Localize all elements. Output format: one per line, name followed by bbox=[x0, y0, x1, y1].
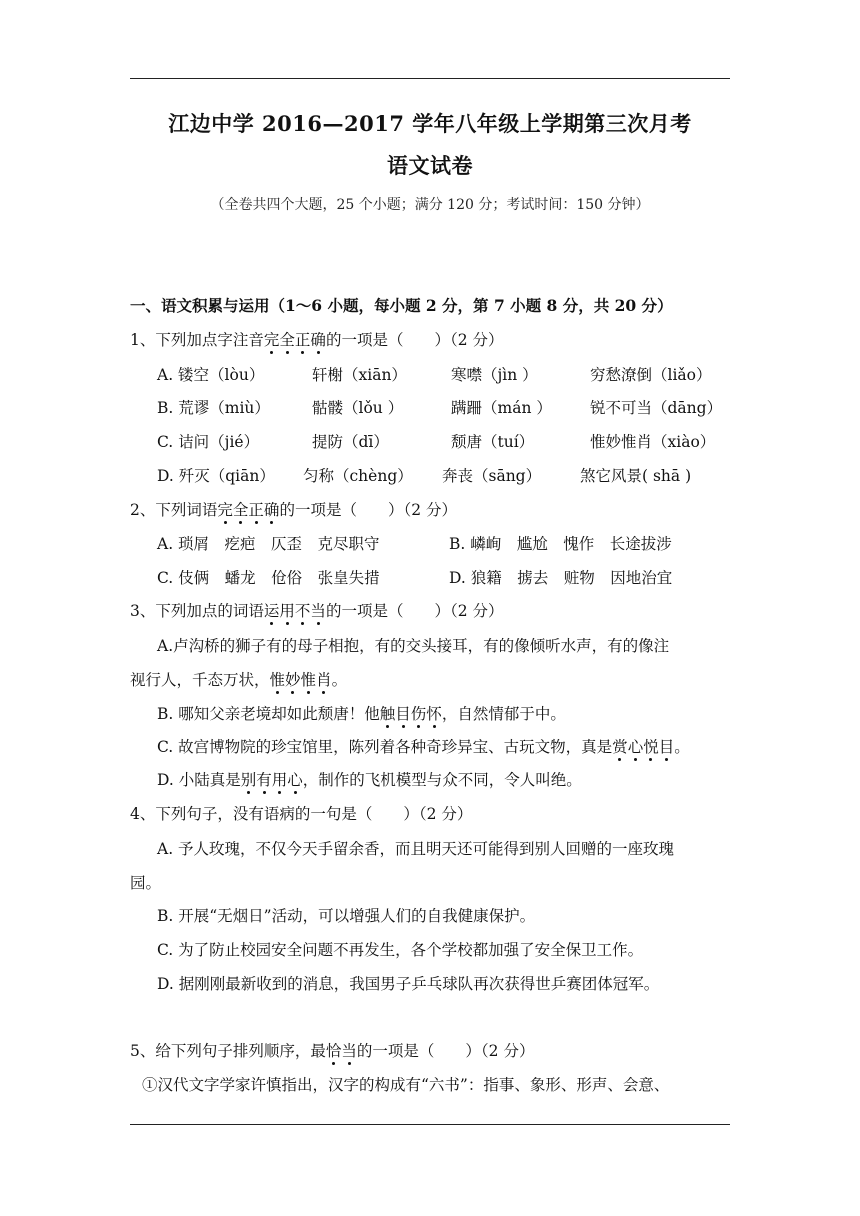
q2-stem-post: 的一项是（ ）（2 分） bbox=[279, 501, 457, 519]
q3-stem-pre: 3、下列加点的词语 bbox=[130, 602, 264, 620]
emphasis-char: 悦 bbox=[643, 738, 659, 756]
q1-d3: 奔丧（sāng） bbox=[442, 467, 542, 485]
q1-stem-post: 的一项是（ ）（2 分） bbox=[325, 331, 504, 349]
q3-d-dotted bbox=[241, 771, 303, 789]
emphasis-char: 伤 bbox=[410, 705, 427, 723]
emphasis-char: 确 bbox=[310, 331, 326, 349]
q2-stem-pre: 2、下列词语 bbox=[130, 501, 218, 519]
emphasis-char: 不 bbox=[294, 602, 311, 620]
q2-option-b: B. 嶙峋 尴尬 愧作 长途拔涉 bbox=[449, 535, 672, 553]
emphasis-char: 妙 bbox=[285, 671, 301, 689]
q3-d-post: ，制作的飞机模型与众不同，令人叫绝。 bbox=[302, 771, 582, 789]
q4-option-d: D. 据刚刚最新收到的消息，我国男子乒乓球队再次获得世乒赛团体冠军。 bbox=[157, 975, 660, 993]
exam-note: （全卷共四个大题，25 个小题；满分 120 分；考试时间：150 分钟） bbox=[210, 197, 650, 213]
q1-stem bbox=[130, 330, 503, 350]
q1-d2: 匀称（chèng） bbox=[303, 467, 413, 485]
emphasis-char: 触 bbox=[379, 705, 396, 723]
q5-stem bbox=[130, 1041, 534, 1061]
q1-c2: 提防（dī） bbox=[312, 433, 389, 451]
q4-stem: 4、下列句子，没有语病的一句是（ ）（2 分） bbox=[130, 805, 473, 823]
q1-d1: D. 歼灭（qiān） bbox=[157, 467, 275, 485]
emphasis-char: 惟 bbox=[269, 671, 286, 689]
q3-b-pre: B. 哪知父亲老境却如此颓唐！他 bbox=[157, 705, 380, 723]
q3-c-dotted bbox=[612, 738, 674, 756]
emphasis-char: 确 bbox=[263, 501, 280, 519]
q3-c-post: 。 bbox=[674, 738, 690, 756]
q5-sentence-1: ①汉代文字学家许慎指出，汉字的构成有“六书”：指事、象形、形声、会意、 bbox=[142, 1076, 670, 1094]
emphasis-char: 别 bbox=[240, 771, 257, 789]
q2-option-a: A. 琐屑 疙疤 仄歪 克尽职守 bbox=[157, 535, 380, 553]
q1-d4: 煞它风景( shā ) bbox=[580, 467, 692, 485]
emphasis-char: 赏 bbox=[612, 738, 628, 756]
emphasis-char: 正 bbox=[248, 501, 264, 519]
q3-stem-dotted bbox=[264, 602, 326, 620]
emphasis-char: 完 bbox=[217, 501, 233, 519]
q1-a3: 寒噤（jìn ） bbox=[451, 366, 538, 384]
q4-option-c: C. 为了防止校园安全问题不再发生，各个学校都加强了安全保卫工作。 bbox=[157, 941, 644, 959]
q3-option-a-line1: A.卢沟桥的狮子有的母子相抱，有的交头接耳，有的像倾听水声，有的像注 bbox=[157, 637, 670, 655]
emphasis-char: 怀 bbox=[426, 705, 442, 723]
emphasis-char: 用 bbox=[279, 602, 295, 620]
exam-subtitle: 语文试卷 bbox=[387, 153, 473, 178]
bottom-rule bbox=[130, 1124, 730, 1125]
emphasis-char: 全 bbox=[232, 501, 249, 519]
q1-a4: 穷愁潦倒（liǎo） bbox=[590, 366, 712, 384]
emphasis-char: 肖 bbox=[316, 671, 332, 689]
q3-a2-pre: 视行人，千态万状， bbox=[130, 671, 270, 689]
q1-c1: C. 诘问（jié） bbox=[157, 433, 260, 451]
q1-b3: 蹒跚（mán ） bbox=[451, 399, 552, 417]
q3-d-pre: D. 小陆真是 bbox=[157, 771, 241, 789]
q3-a2-dotted bbox=[270, 671, 332, 689]
exam-title: 江边中学 2016—2017 学年八年级上学期第三次月考 bbox=[168, 111, 692, 136]
q3-option-d bbox=[157, 770, 582, 790]
emphasis-char: 当 bbox=[341, 1042, 357, 1060]
q3-stem-post: 的一项是（ ）（2 分） bbox=[325, 602, 504, 620]
emphasis-char: 目 bbox=[395, 705, 411, 723]
q1-c4: 惟妙惟肖（xiào） bbox=[590, 433, 716, 451]
emphasis-char: 全 bbox=[279, 331, 295, 349]
q4-option-a-line1: A. 予人玫瑰，不仅今天手留余香，而且明天还可能得到别人回赠的一座玫瑰 bbox=[157, 840, 675, 858]
q3-a2-post: 。 bbox=[331, 671, 348, 689]
q2-stem bbox=[130, 500, 457, 520]
q3-stem bbox=[130, 601, 503, 621]
emphasis-char: 当 bbox=[310, 602, 326, 620]
q1-a1: A. 镂空（lòu） bbox=[157, 366, 265, 384]
emphasis-char: 心 bbox=[627, 738, 644, 756]
q4-option-b: B. 开展“无烟日”活动，可以增强人们的自我健康保护。 bbox=[157, 907, 536, 925]
emphasis-char: 正 bbox=[294, 331, 311, 349]
emphasis-char: 运 bbox=[263, 602, 280, 620]
emphasis-char: 用 bbox=[271, 771, 288, 789]
q1-b2: 骷髅（lǒu ） bbox=[312, 399, 404, 417]
q5-stem-dotted bbox=[326, 1042, 357, 1060]
emphasis-char: 目 bbox=[658, 738, 675, 756]
emphasis-char: 完 bbox=[263, 331, 280, 349]
top-rule bbox=[130, 78, 730, 79]
q1-b4: 锐不可当（dāng） bbox=[590, 399, 723, 417]
emphasis-char: 惟 bbox=[300, 671, 317, 689]
q3-option-b bbox=[157, 704, 566, 724]
q2-option-d: D. 狼籍 掳去 赃物 因地治宜 bbox=[449, 569, 673, 587]
q1-stem-dotted bbox=[264, 331, 326, 349]
section-1-heading: 一、语文积累与运用（1～6 小题，每小题 2 分，第 7 小题 8 分，共 20 分） bbox=[130, 296, 673, 315]
q1-b1: B. 荒谬（miù） bbox=[157, 399, 270, 417]
q4-option-a-line2: 园。 bbox=[130, 874, 162, 892]
q1-a2: 轩榭（xiān） bbox=[312, 366, 407, 384]
q3-b-dotted bbox=[380, 705, 442, 723]
q2-stem-dotted bbox=[217, 501, 279, 519]
q3-option-c bbox=[157, 737, 690, 757]
q3-option-a-line2 bbox=[130, 670, 347, 690]
q1-c3: 颓唐（tuí） bbox=[451, 433, 535, 451]
q3-b-post: ，自然情郁于中。 bbox=[441, 705, 566, 723]
q5-stem-post: 的一项是（ ）（2 分） bbox=[356, 1042, 535, 1060]
emphasis-char: 恰 bbox=[325, 1042, 342, 1060]
emphasis-char: 有 bbox=[256, 771, 272, 789]
q5-stem-pre: 5、给下列句子排列顺序，最 bbox=[130, 1042, 326, 1060]
emphasis-char: 心 bbox=[287, 771, 303, 789]
q3-c-pre: C. 故宫博物院的珍宝馆里，陈列着各种奇珍异宝、古玩文物，真是 bbox=[157, 738, 613, 756]
q1-stem-pre: 1、下列加点字注音 bbox=[130, 331, 264, 349]
q2-option-c: C. 伎俩 蟠龙 伧俗 张皇失措 bbox=[157, 569, 380, 587]
